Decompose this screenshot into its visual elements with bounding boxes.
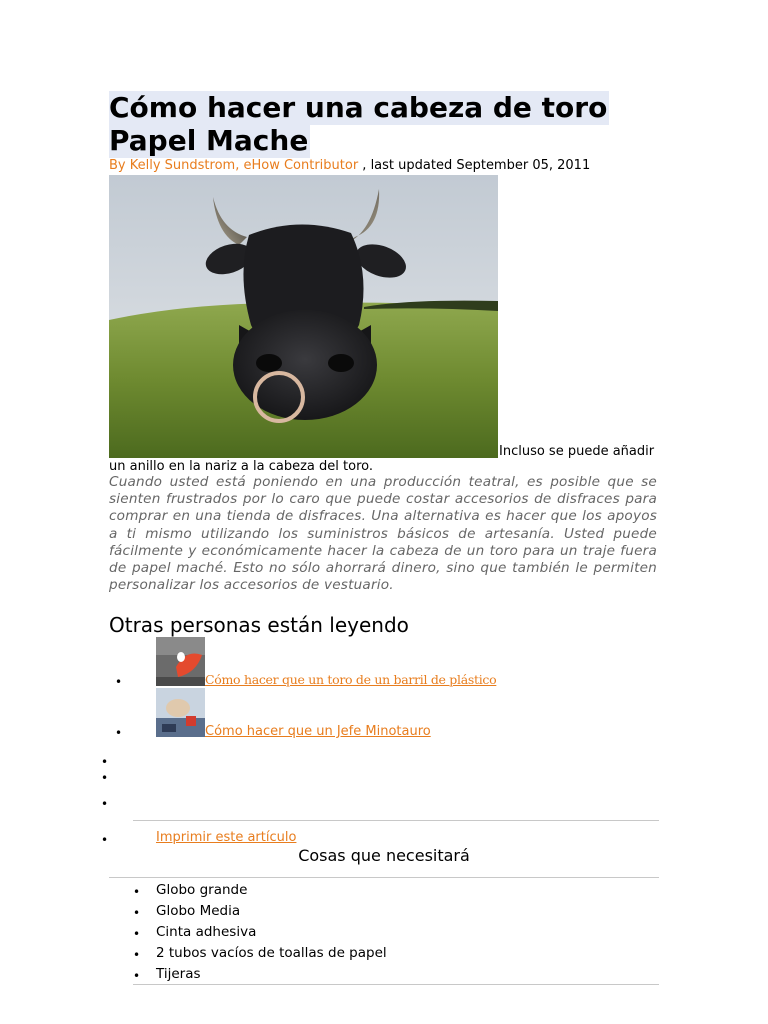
bullet: • bbox=[115, 726, 123, 740]
bullet: • bbox=[115, 675, 123, 689]
empty-bullet: • bbox=[101, 755, 109, 769]
bullet: • bbox=[133, 948, 141, 962]
related-thumbnail-1[interactable] bbox=[156, 637, 205, 686]
byline-date: , last updated September 05, 2011 bbox=[358, 158, 591, 173]
bull-photo bbox=[109, 175, 498, 458]
byline bbox=[109, 158, 590, 174]
print-article-link[interactable]: Imprimir este artículo bbox=[156, 830, 297, 845]
supply-item: Tijeras bbox=[156, 966, 201, 982]
article-title: Cómo hacer una cabeza de toro Papel Mache bbox=[109, 91, 608, 157]
intro-paragraph: Cuando usted está poniendo en una producción teatral, es posible que se sienten frustrados por lo caro que puede costar accesorios de disfraces para comprar en una tienda de disfraces. Una alternativa es hacer que los apoyos a ti mismo utilizando los suministros básicos de artesanía. Usted puede fácilmente y económicamente hacer la cabeza de un toro para un traje fuera de papel maché. Esto no sólo ahorrará dinero, sino que también le permiten personalizar los accesorios de vestuario. bbox=[109, 474, 657, 594]
photo-caption: Incluso se puede añadir bbox=[499, 444, 655, 459]
related-heading: Otras personas están leyendo bbox=[109, 613, 409, 637]
empty-bullet: • bbox=[101, 771, 109, 785]
related-thumbnail-2[interactable] bbox=[156, 688, 205, 737]
supply-item: Globo grande bbox=[156, 882, 248, 898]
divider bbox=[133, 820, 659, 821]
empty-bullet: • bbox=[101, 797, 109, 811]
bullet: • bbox=[133, 969, 141, 983]
supply-item: 2 tubos vacíos de toallas de papel bbox=[156, 945, 387, 961]
bullet: • bbox=[133, 906, 141, 920]
divider bbox=[109, 877, 659, 878]
bullet: • bbox=[101, 833, 109, 847]
supplies-heading: Cosas que necesitará bbox=[298, 846, 470, 865]
related-link-1[interactable]: Cómo hacer que un toro de un barril de plástico bbox=[205, 672, 497, 687]
bullet: • bbox=[133, 927, 141, 941]
author-link[interactable]: By Kelly Sundstrom, eHow Contributor bbox=[109, 158, 359, 173]
divider bbox=[133, 984, 659, 985]
supply-item: Cinta adhesiva bbox=[156, 924, 257, 940]
supply-item: Globo Media bbox=[156, 903, 241, 919]
photo-caption-continued: un anillo en la nariz a la cabeza del toro. bbox=[109, 459, 373, 474]
related-link-2[interactable]: Cómo hacer que un Jefe Minotauro bbox=[205, 724, 431, 739]
bullet: • bbox=[133, 885, 141, 899]
